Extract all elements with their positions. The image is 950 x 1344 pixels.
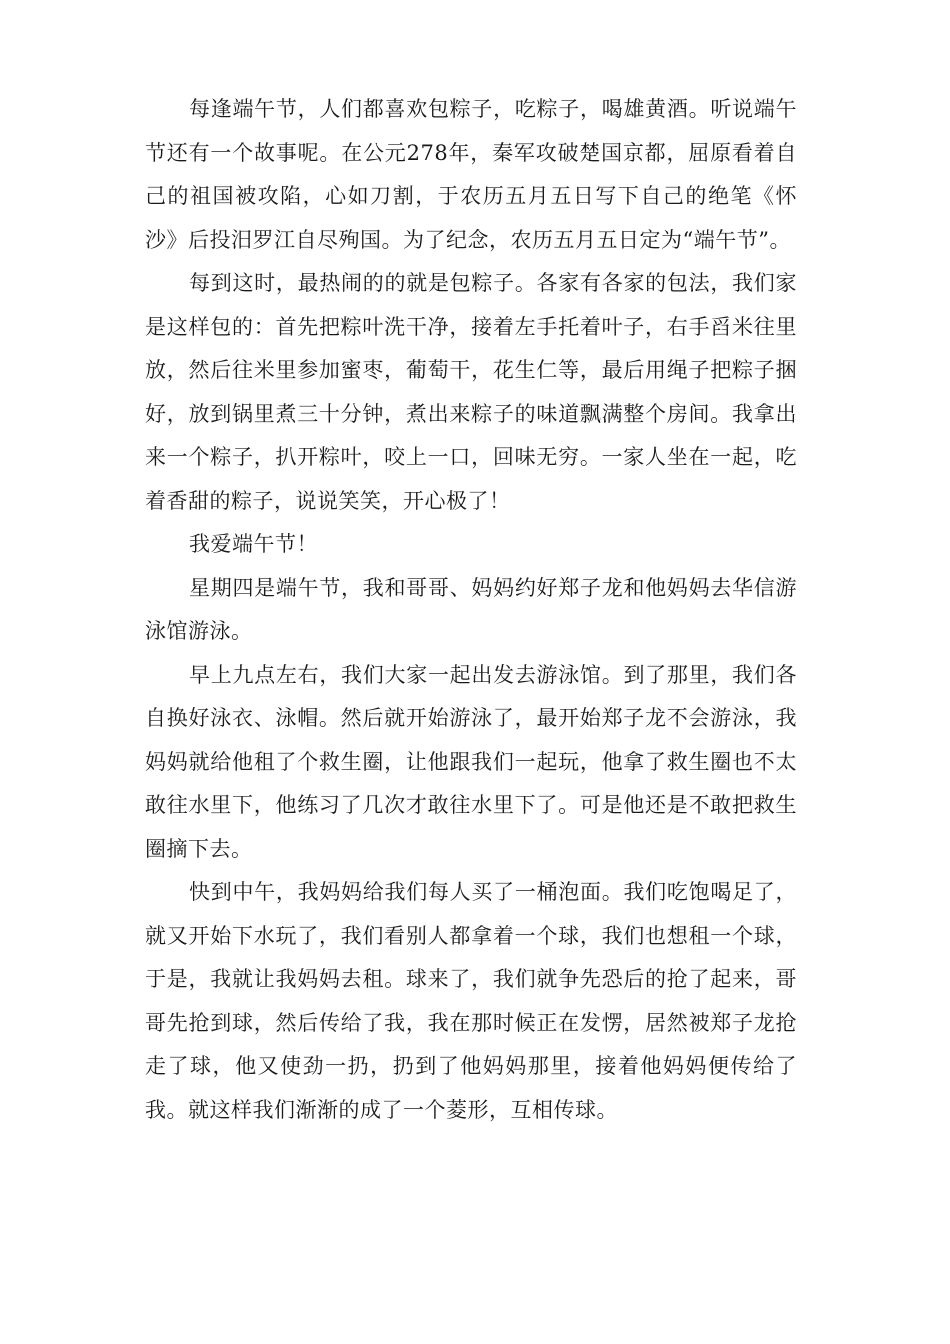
- document-body: [145, 88, 797, 1132]
- paragraph-dragon-boat-story: 每逢端午节，人们都喜欢包粽子，吃粽子，喝雄黄酒。听说端午节还有一个故事呢。在公元278年，秦军攻破楚国京都，屈原看着自己的祖国被攻陷，心如刀割，于农历五月五日写下自己的绝笔《怀沙》后投汨罗江自尽殉国。为了纪念，农历五月五日定为“端午节”。: [145, 97, 797, 252]
- paragraph-swimming-plan: 星期四是端午节，我和哥哥、妈妈约好郑子龙和他妈妈去华信游泳馆游泳。: [145, 575, 797, 643]
- paragraph-making-zongzi: 每到这时，最热闹的的就是包粽子。各家有各家的包法，我们家是这样包的：首先把粽叶洗干净，接着左手托着叶子，右手舀米往里放，然后往米里参加蜜枣，葡萄干，花生仁等，最后用绳子把粽子捆好，放到锅里煮三十分钟，煮出来粽子的味道飘满整个房间。我拿出来一个粽子，扒开粽叶，咬上一口，回味无穷。一家人坐在一起，吃着香甜的粽子，说说笑笑，开心极了！: [145, 271, 797, 513]
- paragraph-love-festival: 我爱端午节！: [189, 532, 318, 556]
- paragraph-ball-game: 快到中午，我妈妈给我们每人买了一桶泡面。我们吃饱喝足了，就又开始下水玩了，我们看别人都拿着一个球，我们也想租一个球，于是，我就让我妈妈去租。球来了，我们就争先恐后的抢了起来，哥哥先抢到球，然后传给了我，我在那时候正在发愣，居然被郑子龙抢走了球，他又使劲一扔，扔到了他妈妈那里，接着他妈妈便传给了我。就这样我们渐渐的成了一个菱形，互相传球。: [145, 880, 797, 1122]
- paragraph-swimming-morning: 早上九点左右，我们大家一起出发去游泳馆。到了那里，我们各自换好泳衣、泳帽。然后就开始游泳了，最开始郑子龙不会游泳，我妈妈就给他租了个救生圈，让他跟我们一起玩，他拿了救生圈也不太敢往水里下，他练习了几次才敢往水里下了。可是他还是不敢把救生圈摘下去。: [145, 662, 797, 861]
